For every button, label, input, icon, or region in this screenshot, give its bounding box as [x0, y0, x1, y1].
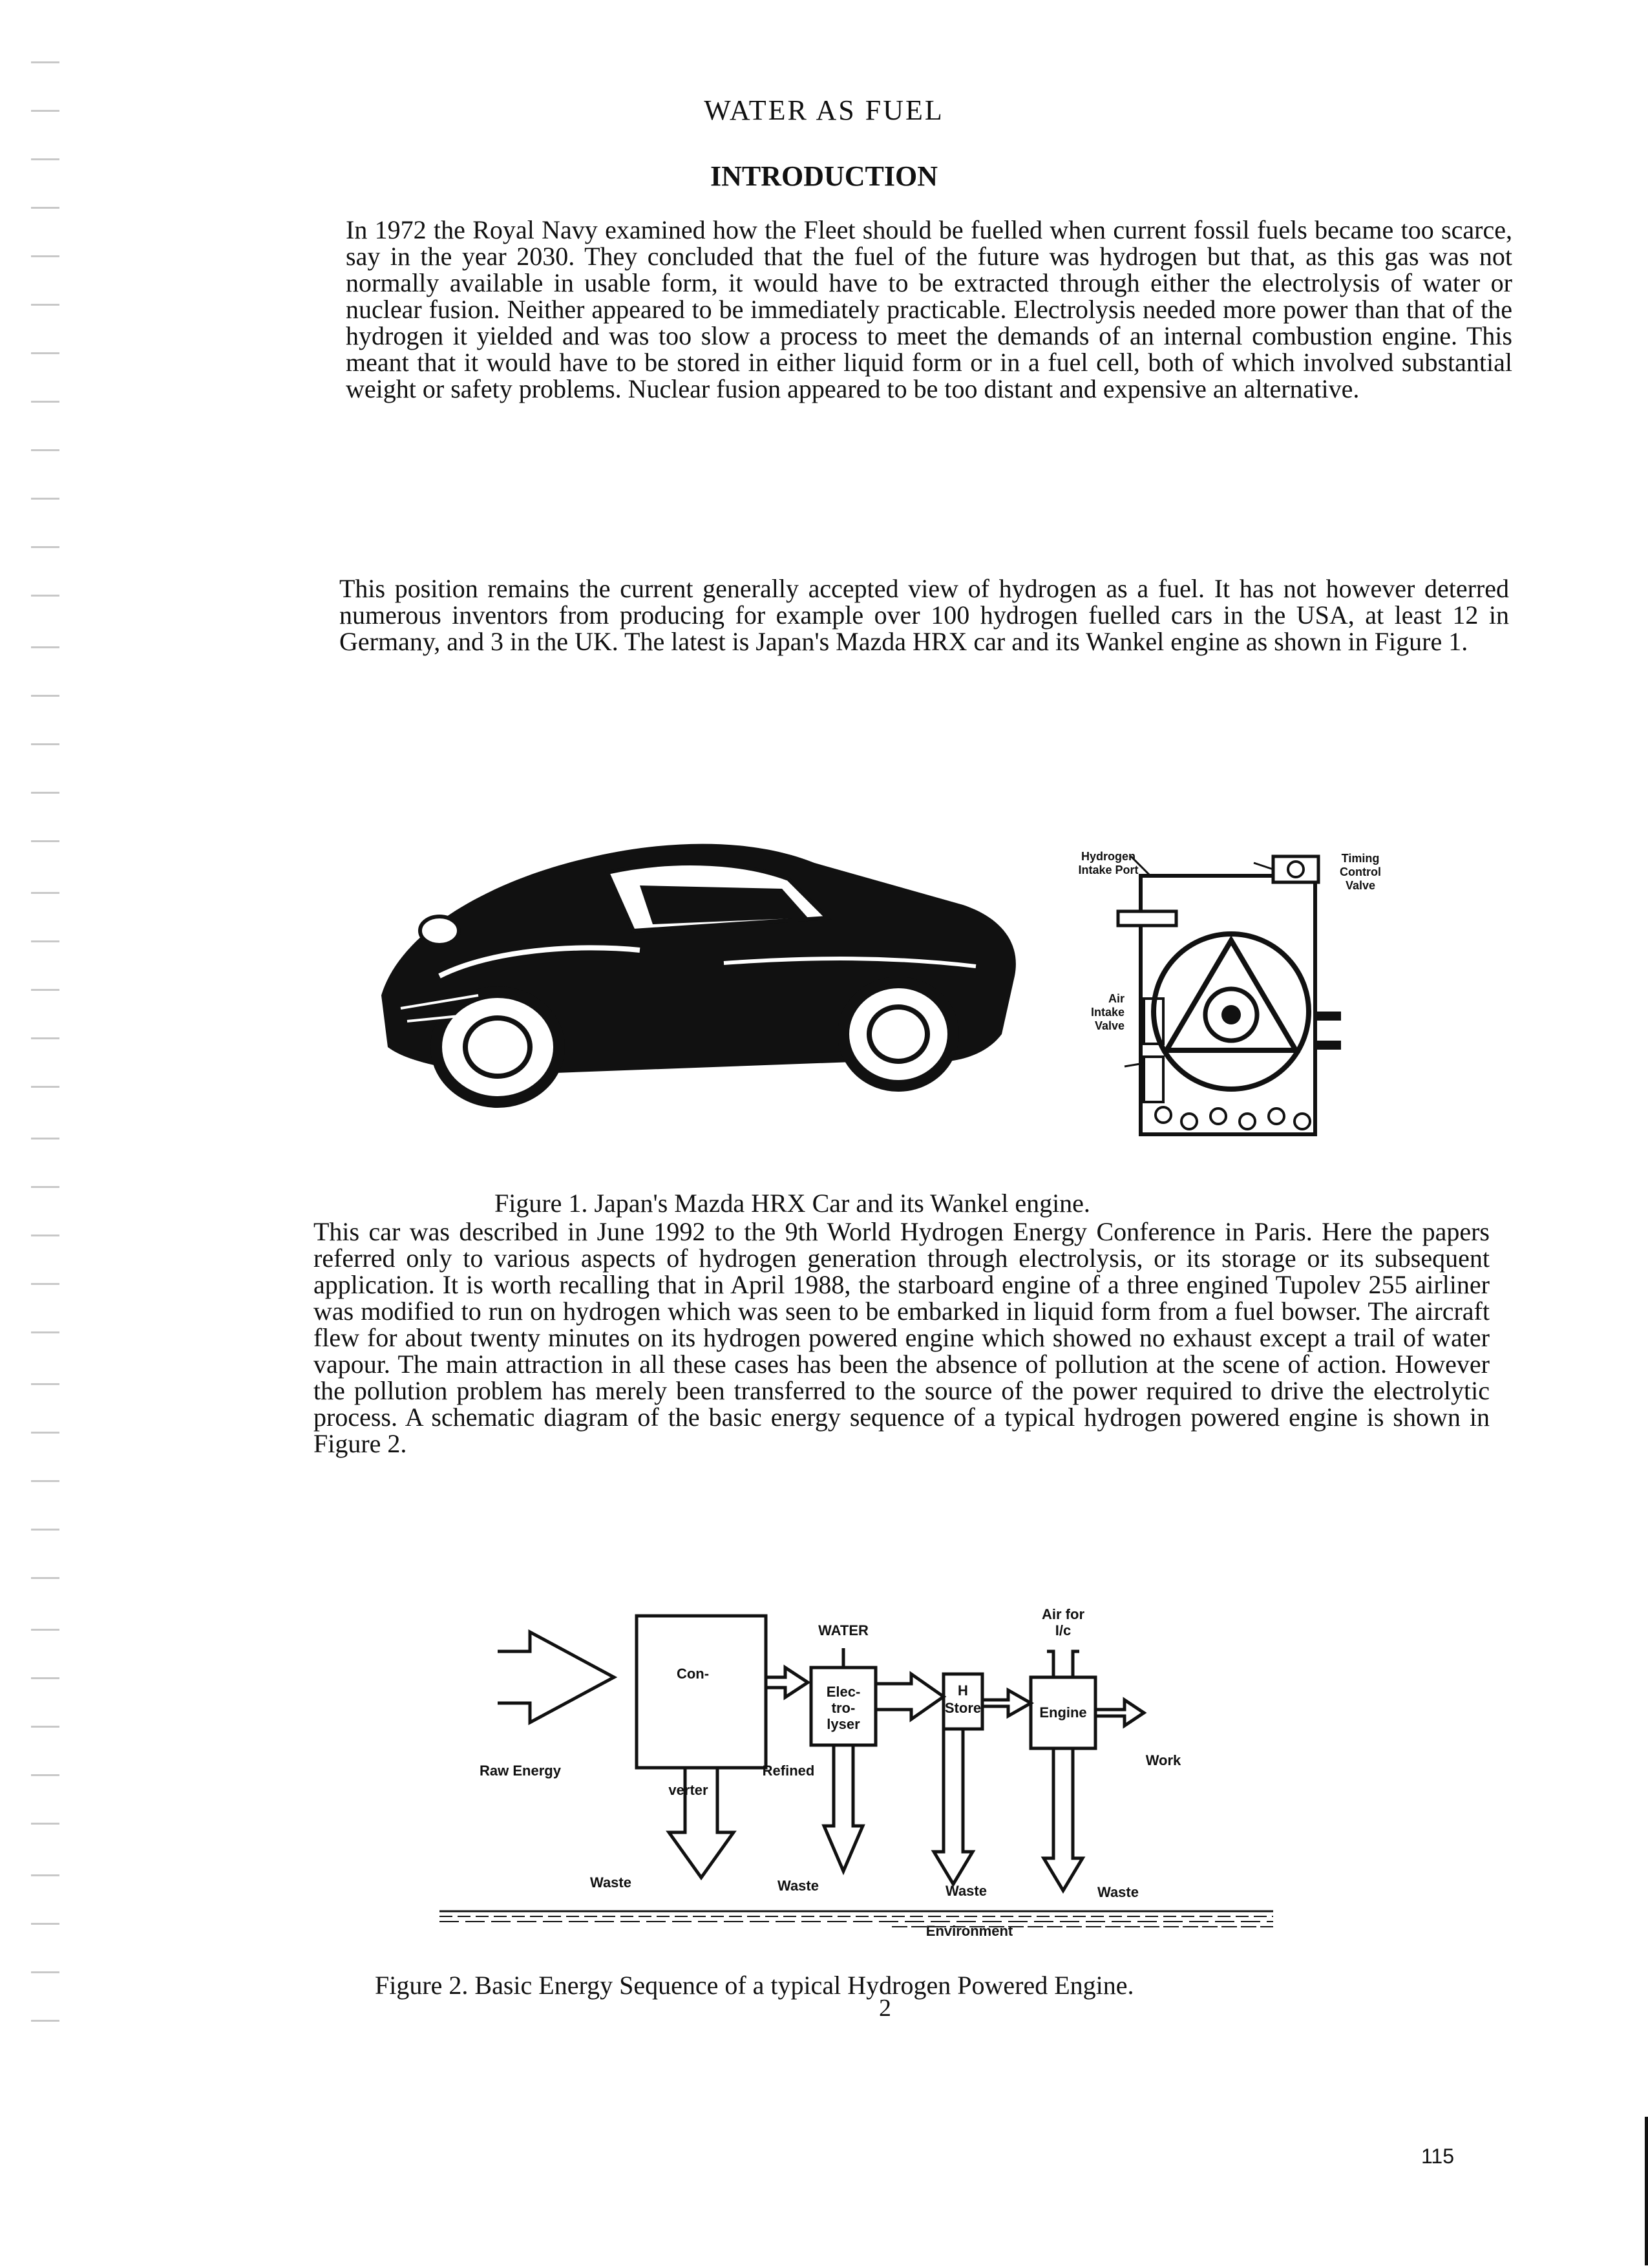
electrolyser-label-3: lyser [827, 1716, 860, 1732]
waste-label-2: Waste [777, 1878, 819, 1894]
hydrogen-intake-label [1053, 850, 1163, 877]
electrolyser-label-1: Elec- [826, 1684, 861, 1700]
running-title: WATER AS FUEL [704, 94, 944, 126]
timing-label-line1: Timing [1341, 852, 1380, 865]
energy-sequence-diagram [446, 1606, 1299, 1798]
refined-label: Refined [762, 1763, 815, 1779]
air-intake-label [1073, 992, 1125, 1033]
air-label-line2: Intake [1090, 1006, 1125, 1019]
section-heading: INTRODUCTION [710, 160, 938, 192]
waste-label-3: Waste [945, 1883, 987, 1899]
air-label-line3: Valve [1094, 1019, 1125, 1032]
hydrogen-label-line2: Intake Port [1078, 864, 1139, 876]
converter-top-label: Con- [676, 1666, 710, 1682]
scan-edge [1645, 2117, 1648, 2265]
environment-band [439, 1865, 1280, 1975]
mazda-hrx-car-illustration [362, 801, 1047, 1112]
h-store-label-2: Store [944, 1700, 982, 1716]
environment-label: Environment [925, 1923, 1013, 1939]
timing-valve-label [1325, 852, 1396, 893]
hydrogen-label-line1: Hydrogen [1081, 850, 1136, 863]
figure1-caption: Figure 1. Japan's Mazda HRX Car and its Wankel engine. [494, 1189, 1090, 1218]
paragraph-intro: In 1972 the Royal Navy examined how the Fleet should be fuelled when current fossil fuels became too scarce, say in the year 2030. They concluded that the fuel of the future was hydrogen but that, as this gas was not normally available in usable form, it would have to be extracted through either the electrolysis of water or nuclear fusion. Neither appeared to be immediately practicable. Electrolysis needed more power than that of the hydrogen it yielded and was too slow a process to meet the demands of an internal combustion engine. This meant that it would have to be stored in either liquid form or in a fuel cell, both of which involved substantial weight or safety problems. Nuclear fusion appeared to be too distant and expensive an alternative. [346, 215, 1512, 403]
paragraph-conference: This car was described in June 1992 to the 9th World Hydrogen Energy Conference in Paris. Here the papers referred only to various aspects of hydrogen generation through electrolysis, or its storage or its subsequent application. It is worth recalling that in April 1988, the starboard engine of a three engined Tupolev 255 airliner was modified to run on hydrogen which was seen to be embarked in liquid form from a fuel bowser. The aircraft flew for about twenty minutes on its hydrogen powered engine which showed no exhaust except a trail of water vapour. The main attraction in all these cases has been the absence of pollution at the scene of action. However the pollution problem has merely been transferred to the source of the power required to drive the electrolytic process. A schematic diagram of the basic energy sequence of a typical hydrogen powered engine is shown in Figure 2. [313, 1217, 1490, 1458]
air-for-label-2: I/c [1055, 1622, 1072, 1638]
paragraph-position: This position remains the current generally accepted view of hydrogen as a fuel. It has not however deterred numerous inventors from producing for example over 100 hydrogen fuelled cars in the USA, at least 12 in Germany, and 3 in the UK. The latest is Japan's Mazda HRX car and its Wankel engine as shown in Figure 1. [339, 574, 1509, 656]
work-label: Work [1145, 1752, 1181, 1768]
water-label: WATER [818, 1622, 869, 1638]
air-for-label-1: Air for [1042, 1606, 1084, 1622]
page-number-small: 2 [879, 1995, 891, 2022]
air-label-line1: Air [1108, 992, 1125, 1005]
converter-bottom-label: verter [668, 1782, 708, 1798]
waste-label-1: Waste [590, 1874, 631, 1891]
h-store-label-1: H [958, 1682, 968, 1699]
timing-label-line2: Control [1340, 865, 1381, 878]
engine-label: Engine [1039, 1704, 1087, 1721]
page-number: 115 [1421, 2145, 1454, 2168]
timing-label-line3: Valve [1345, 879, 1376, 892]
waste-label-4: Waste [1097, 1884, 1139, 1900]
figure2-caption: Figure 2. Basic Energy Sequence of a typical Hydrogen Powered Engine. [375, 1971, 1134, 2000]
raw-energy-label: Raw Energy [480, 1763, 561, 1779]
electrolyser-label-2: tro- [831, 1700, 856, 1716]
